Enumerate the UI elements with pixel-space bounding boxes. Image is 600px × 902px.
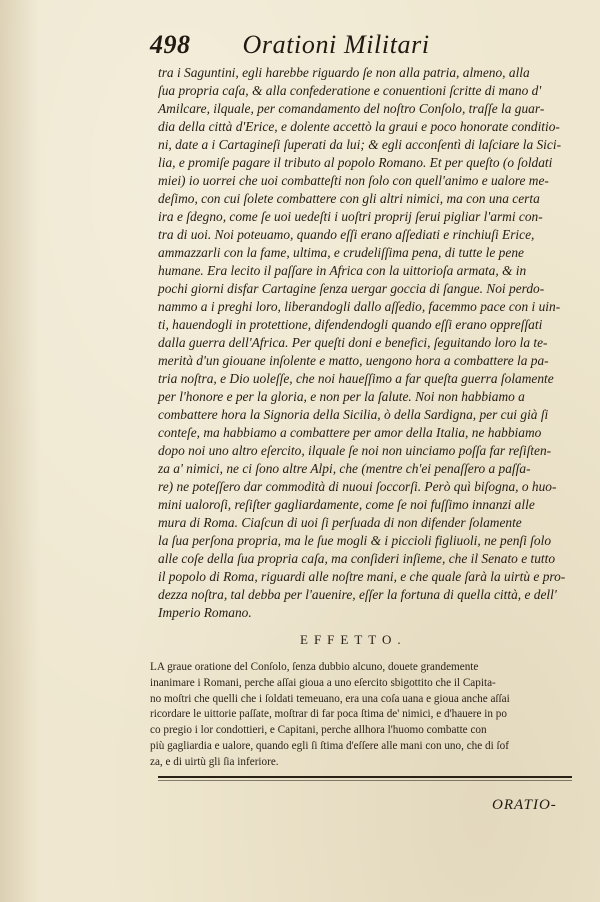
closing-rule-thin	[158, 780, 572, 781]
effetto-paragraph	[150, 660, 582, 771]
text-line: alle coſe della ſua propria caſa, ma conſideri inſieme, che il Senato e tutto	[158, 551, 556, 566]
text-line: re) ne poteſſero dar commodità di nuoui ſoccorſi. Però quì biſogna, o huo-	[158, 479, 557, 494]
text-line: dezza noſtra, tal debba per l'auenire, eſſer la fortuna di quella città, e dell'	[158, 587, 557, 602]
text-line: il popolo di Roma, riguardi alle noſtre mani, e che quale ſarà la uirtù e pro-	[158, 569, 566, 584]
text-line: dia della città d'Erice, e dolente accettò la graui e poco honorate conditio-	[158, 119, 560, 134]
running-title: Orationi Militari	[242, 30, 430, 59]
text-line: nammo a i preghi loro, liberandogli dallo aſſedio, facemmo pace con i uin-	[158, 299, 561, 314]
text-line: merità d'un giouane inſolente e matto, uengono hora a combattere la pa-	[158, 353, 549, 368]
text-line: dopo noi uno altro eſercito, ilquale ſe noi non uinciamo poſſa far reſiſten-	[158, 443, 552, 458]
effetto-line: co pregio i lor condottieri, e Capitani, perche allhora l'huomo combatte con	[150, 724, 487, 737]
text-line: combattere hora la Signoria della Sicilia, ò della Sardigna, per cui già ſi	[158, 407, 549, 422]
text-line: lia, e promiſe pagare il tributo al popolo Romano. Et per queſto (o ſoldati	[158, 155, 553, 170]
text-line: ammazzarli con la fame, ultima, e crudeliſſima pena, di tutte le pene	[158, 245, 524, 260]
oration-text	[158, 64, 584, 622]
effetto-line: più gagliardia e ualore, quando egli ſi ſtima d'eſſere alle mani con uno, che di ſof	[150, 739, 509, 752]
effetto-line: ricordare le uittorie paſſate, moſtrar di far poca ſtima de' nimici, e d'hauere in po	[150, 708, 507, 721]
text-line: za a' nimici, ne ci ſono altre Alpi, che (mentre ch'ei penaſſero a paſſa-	[158, 461, 531, 476]
text-line: per l'honore e per la gloria, e non per la ſalute. Noi non habbiamo a	[158, 389, 525, 404]
text-line: Imperio Romano.	[158, 605, 252, 620]
text-line: ni, date a i Cartagineſi ſuperati da lui; & egli acconſentì di laſciare la Sici-	[158, 137, 562, 152]
text-line: mini ualoroſi, reſiſter gagliardamente, come ſe noi fuſſimo innanzi alle	[158, 497, 535, 512]
effetto-line: inanimare i Romani, perche aſſai gioua a uno eſercito sbigottito che il Capita-	[150, 676, 496, 689]
text-line: pochi giorni disfar Cartagine ſenza uergar goccia di ſangue. Noi perdo-	[158, 281, 545, 296]
text-line: tria noſtra, e Dio uoleſſe, che noi haueſſimo a far queſta guerra ſolamente	[158, 371, 554, 386]
page-number: 498	[150, 30, 191, 59]
text-line: la ſua perſona propria, ma le ſue mogli & i piccioli figliuoli, ne penſi ſolo	[158, 533, 552, 548]
text-line: ti, hauendogli in protettione, difendendogli quando eſſi erano oppreſſati	[158, 317, 543, 332]
text-line: tra i Saguntini, egli harebbe riguardo ſe non alla patria, almeno, alla	[158, 65, 530, 80]
text-line: dalla guerra dell'Africa. Per queſti doni e benefici, ſeguitando loro la te-	[158, 335, 548, 350]
text-line: conteſe, ma habbiamo a combattere per amor della Italia, ne habbiamo	[158, 425, 542, 440]
text-line: humane. Era lecito il paſſare in Africa con la uittorioſa armata, & in	[158, 263, 527, 278]
text-line: deſimo, con cui ſolete combattere con gli altri nimici, ma con una certa	[158, 191, 540, 206]
page-edge-shading	[0, 0, 40, 902]
text-line: Amilcare, ilquale, per comandamento del noſtro Conſolo, traſſe la guar-	[158, 101, 545, 116]
text-line: miei) io uorrei che uoi combatteſti non ſolo con quell'animo e ualore me-	[158, 173, 549, 188]
text-line: mura di Roma. Ciaſcun di uoi ſi perſuada di non difender ſolamente	[158, 515, 522, 530]
text-line: ſua propria caſa, & alla confederatione e conuentioni ſcritte di mano d'	[158, 83, 542, 98]
section-heading: EFFETTO.	[300, 632, 407, 647]
effetto-line: za, e di uirtù gli ſia inferiore.	[150, 755, 279, 768]
effetto-line: LA graue oratione del Conſolo, ſenza dubbio alcuno, douete grandemente	[150, 661, 479, 673]
text-line: tra di uoi. Noi poteuamo, quando eſſi erano aſſediati e rinchiuſi Erice,	[158, 227, 535, 242]
catchword: ORATIO-	[492, 797, 557, 813]
closing-rule	[158, 776, 572, 778]
effetto-line: no moſtri che quelli che i ſoldati temeuano, era una coſa uana e gioua anche aſſai	[150, 692, 510, 705]
text-line: ira e ſdegno, come ſe uoi uedeſti i uoſtri proprij ſerui pigliar l'armi con-	[158, 209, 543, 224]
